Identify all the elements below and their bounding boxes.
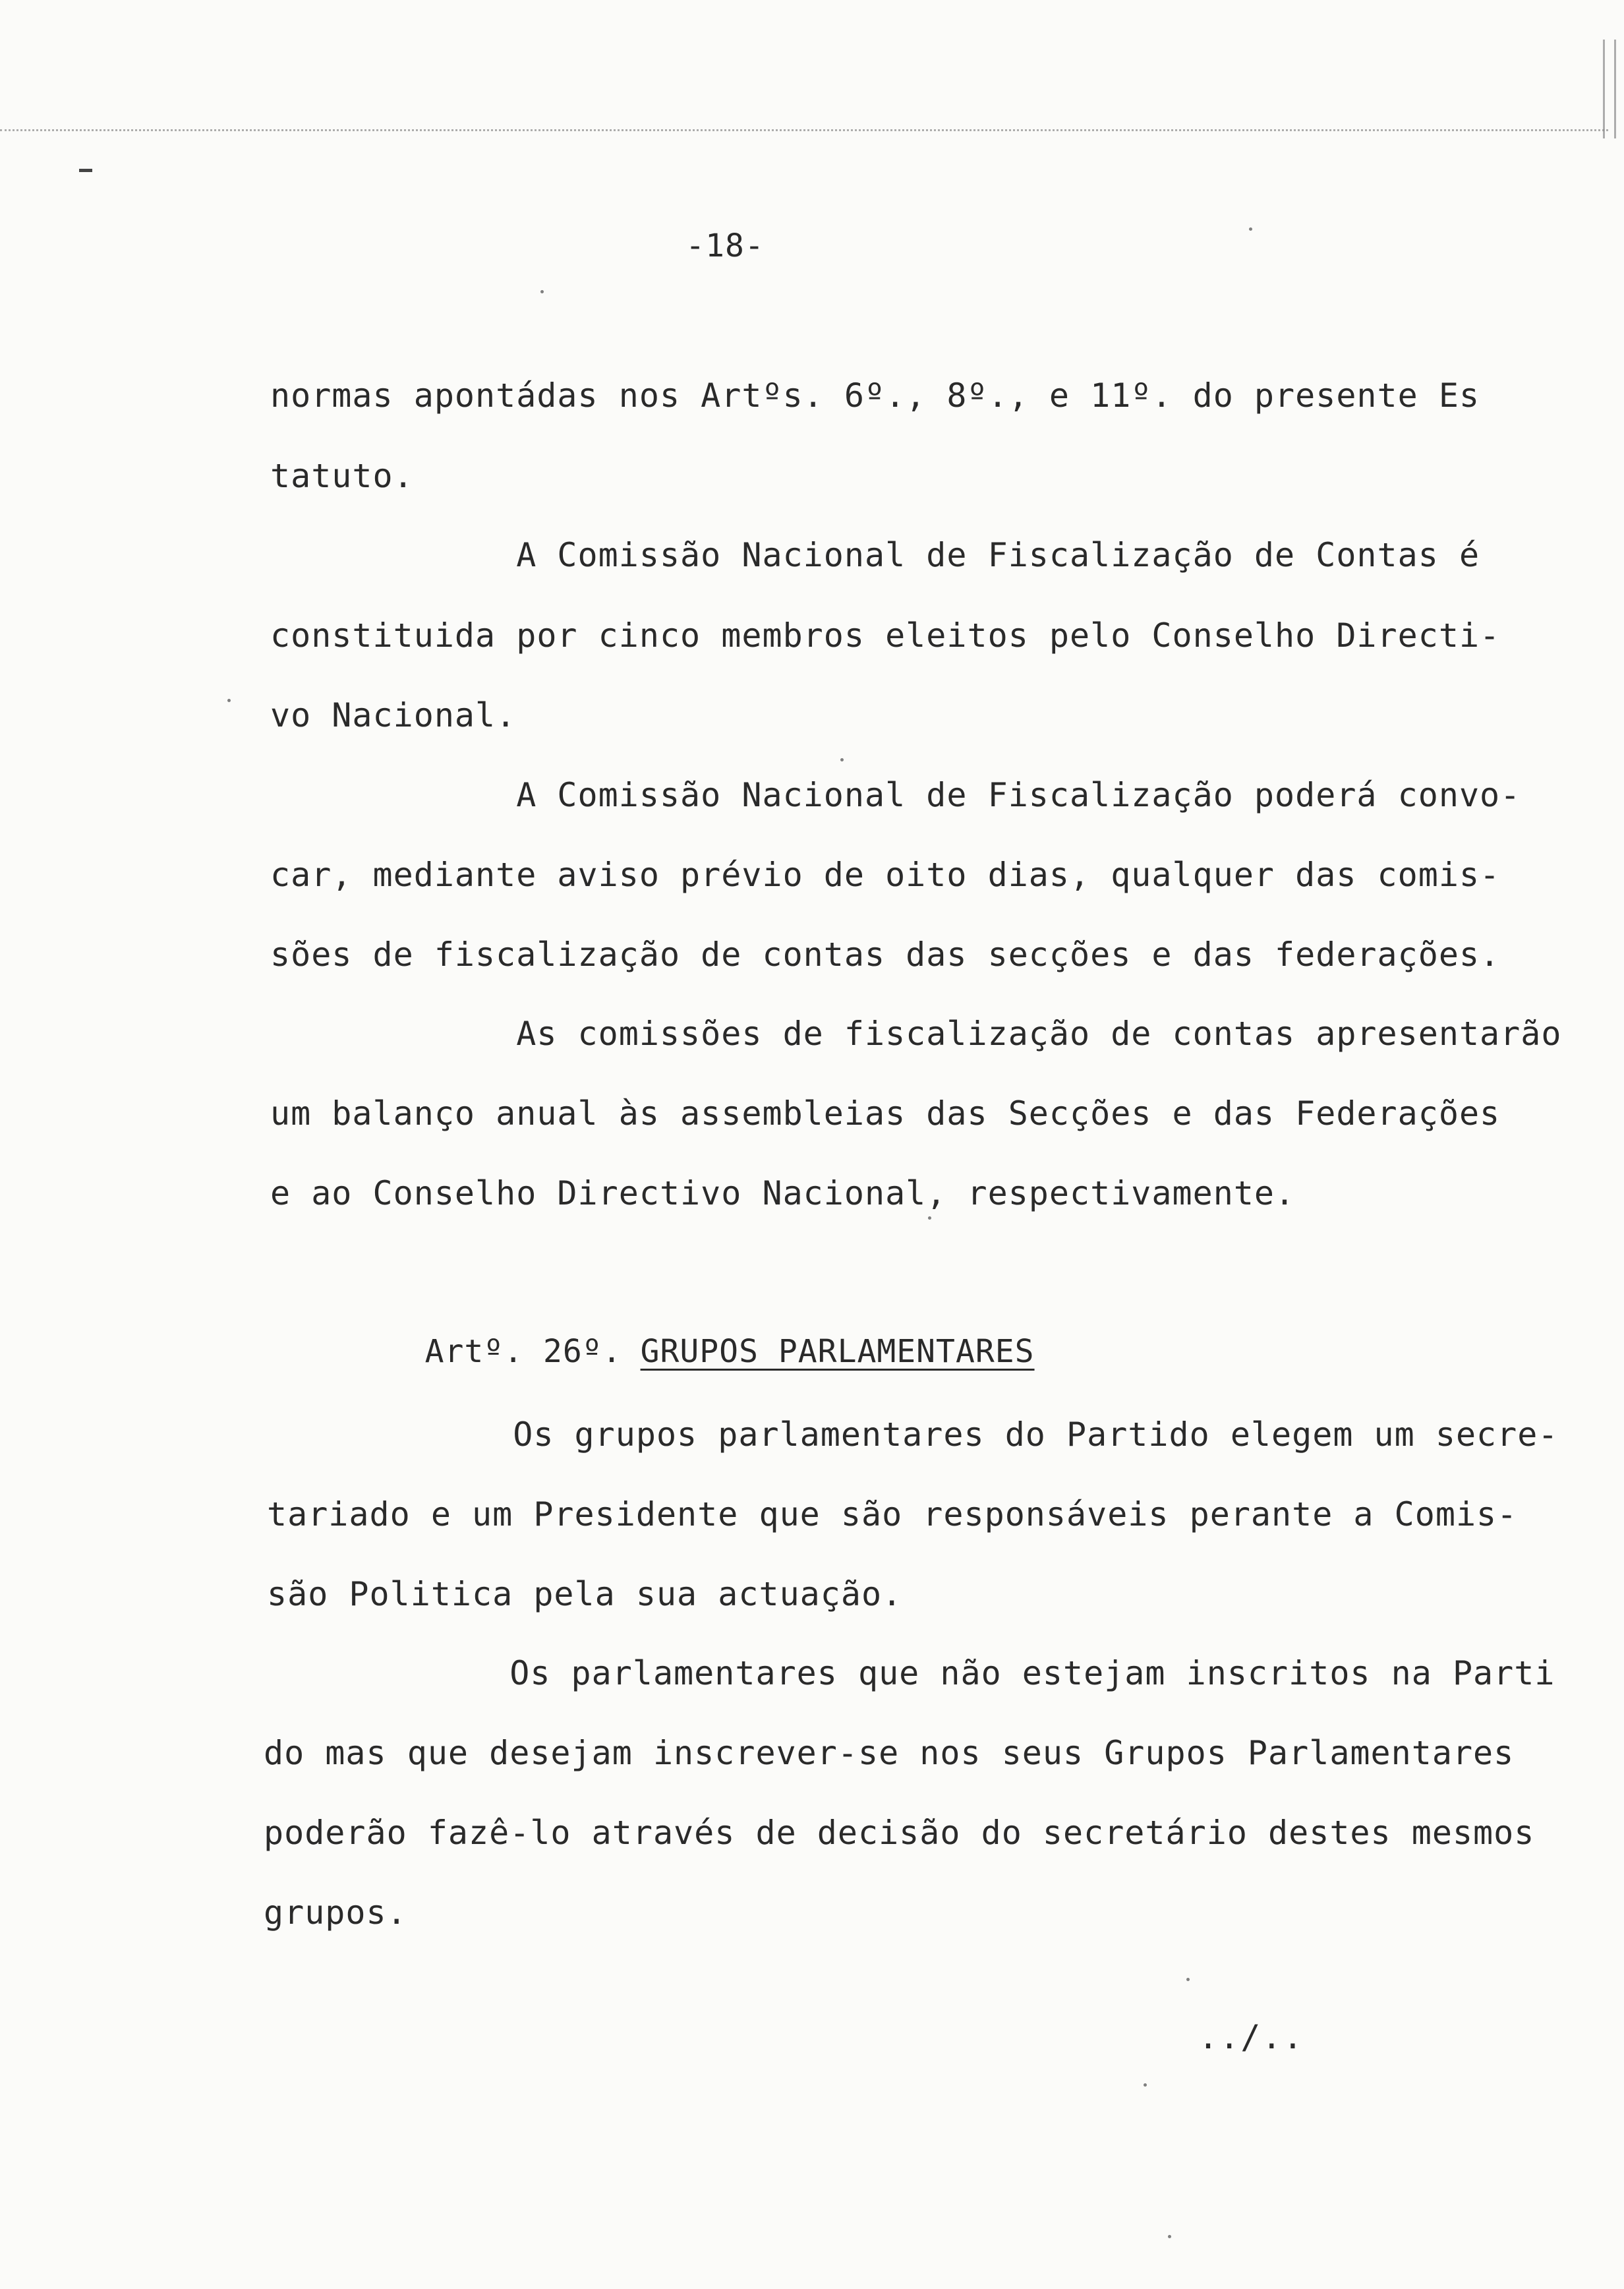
- text-line: tariado e um Presidente que são responsáveis perante a Comis-: [267, 1495, 1518, 1533]
- article-title: GRUPOS PARLAMENTARES: [640, 1333, 1035, 1370]
- text-line: As comissões de fiscalização de contas apresentarão: [270, 1015, 1562, 1053]
- text-line: A Comissão Nacional de Fiscalização de Contas é: [270, 536, 1480, 574]
- scan-speck: [1168, 2235, 1171, 2238]
- text-line: um balanço anual às assembleias das Secções e das Federações: [270, 1094, 1501, 1133]
- scan-speck: [540, 290, 544, 293]
- article-heading: [346, 1292, 1035, 1411]
- text-line: vo Nacional.: [270, 696, 517, 734]
- text-line: grupos.: [264, 1893, 407, 1932]
- scan-speck: [840, 758, 844, 761]
- text-line: Os grupos parlamentares do Partido elegem um secre-: [267, 1415, 1559, 1454]
- text-line: poderão fazê-lo através de decisão do secretário destes mesmos: [264, 1814, 1535, 1852]
- text-line: do mas que desejam inscrever-se nos seus Grupos Parlamentares: [264, 1734, 1515, 1772]
- scan-speck: [227, 699, 231, 702]
- text-line: Os parlamentares que não estejam inscritos na Parti: [264, 1654, 1555, 1692]
- text-line: e ao Conselho Directivo Nacional, respectivamente.: [270, 1174, 1296, 1212]
- scan-edge-mark: [1603, 40, 1616, 138]
- text-line: tatuto.: [270, 457, 414, 495]
- continuation-mark: ../..: [1198, 2018, 1304, 2056]
- text-line: normas apontádas nos Artºs. 6º., 8º., e 11º. do presente Es: [270, 376, 1480, 415]
- article-number: Artº. 26º.: [424, 1333, 622, 1370]
- scan-speck: [1186, 1978, 1190, 1981]
- margin-dash-mark: [79, 169, 92, 172]
- text-line: são Politica pela sua actuação.: [267, 1575, 903, 1613]
- page-number: -18-: [685, 227, 765, 264]
- text-line: constituida por cinco membros eleitos pelo Conselho Directi-: [270, 616, 1501, 655]
- scan-speck: [928, 1216, 931, 1220]
- text-line: A Comissão Nacional de Fiscalização poderá convo-: [270, 776, 1521, 814]
- scan-speck: [1144, 2083, 1147, 2087]
- text-line: car, mediante aviso prévio de oito dias, qualquer das comis-: [270, 856, 1501, 894]
- text-line: sões de fiscalização de contas das secções e das federações.: [270, 936, 1501, 974]
- scan-artifact-line: [0, 129, 1608, 131]
